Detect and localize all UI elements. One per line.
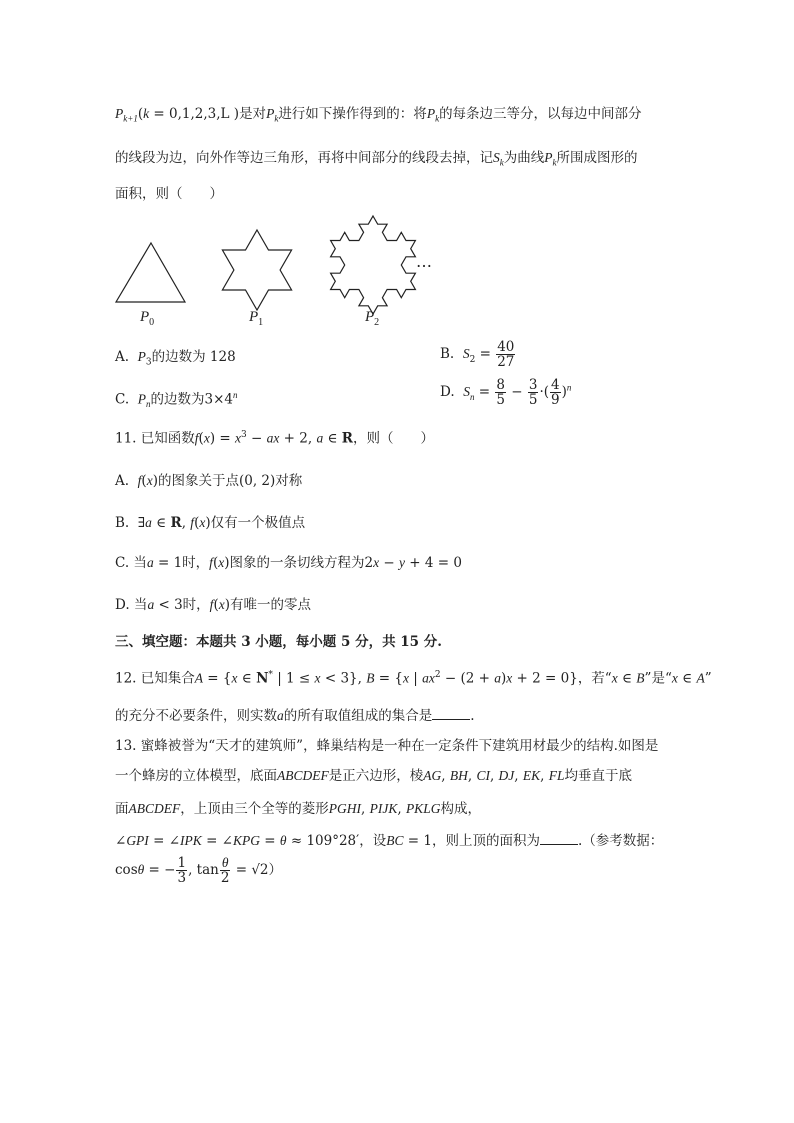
q11-option-a[interactable]: A. f(x)的图象关于点(0, 2)对称	[115, 473, 303, 489]
figure-label-p1: $P_1$	[249, 309, 264, 328]
q11-option-d[interactable]: D. 当a < 3时，f(x)有唯一的零点	[115, 597, 311, 613]
section-3-title: 三、填空题：本题共 3 小题，每小题 5 分，共 15 分.	[115, 634, 442, 650]
q10-line1: $P_{k+1}(k = 0,1,2,3,L$ )是对$P_k$进行如下操作得到的：将$P_k$的每条边三等分，以每边中间部分	[115, 106, 642, 124]
figure-p1-star	[222, 226, 302, 306]
q13-line5: cosθ = − $\frac{1}{3}$ , tan $\frac{\theta}{2}$ = √2）	[115, 855, 283, 887]
q10-option-b[interactable]: B. $S_2$ = $\frac{40}{27}$	[440, 339, 515, 371]
q12-line2: 的充分不必要条件，则实数a的所有取值组成的集合是 .	[115, 708, 475, 724]
q11-option-c[interactable]: C. 当a = 1时，f(x)图象的一条切线方程为2x − y + 4 = 0	[115, 555, 462, 571]
q12-answer-blank[interactable]	[432, 707, 470, 720]
q13-line4: ∠GPI = ∠IPK = ∠KPG = θ ≈ 109°28′，设BC = 1，则上顶的面积为 .（参考数据：	[115, 833, 664, 849]
figure-p2-snowflake	[331, 215, 421, 305]
q10-line2: 的线段为边，向外作等边三角形，再将中间部分的线段去掉，记$S_k$为曲线$P_k$所围成图形的	[115, 150, 638, 168]
q13-line2: 一个蜂房的立体模型，底面ABCDEF是正六边形，棱AG, BH, CI, DJ, EK, FL均垂直于底	[115, 768, 632, 784]
q10-option-c[interactable]: C. $P_n$的边数为$3\times 4^n$	[115, 390, 238, 410]
q13-line3: 面ABCDEF，上顶由三个全等的菱形PGHI, PIJK, PKLG构成，	[115, 801, 481, 817]
figure-label-p0: $P_0$	[140, 309, 155, 328]
q11-option-b[interactable]: B. ∃a ∈ R, f(x)仅有一个极值点	[115, 515, 306, 531]
q12-line1: 12. 已知集合A = {x ∈ N* | 1 ≤ x < 3}, B = {x | $ax^2 - (2 + a)x + 2 = 0$}，若“x ∈ B”是“x ∈ A”	[115, 670, 712, 687]
q10-line3: 面积，则（ ）	[115, 186, 223, 202]
q10-option-d[interactable]: D. $S_n$ = $\frac{8}{5}$ − $\frac{3}{5}$ ·( $\frac{4}{9}$ )$^n$	[440, 377, 572, 409]
figure-label-p2: $P_2$	[365, 309, 380, 328]
q11-stem: 11. 已知函数$f(x) = x^3$ − ax + 2, a ∈ R，则（ ）	[115, 430, 435, 447]
figure-ellipsis: …	[416, 252, 432, 271]
figure-p0-triangle	[113, 238, 193, 308]
q10-option-a[interactable]: A. $P_3$的边数为 128	[115, 349, 236, 368]
q13-answer-blank[interactable]	[540, 832, 578, 845]
q13-line1: 13. 蜜蜂被誉为“天才的建筑师”，蜂巢结构是一种在一定条件下建筑用材最少的结构.如图是	[115, 738, 659, 754]
